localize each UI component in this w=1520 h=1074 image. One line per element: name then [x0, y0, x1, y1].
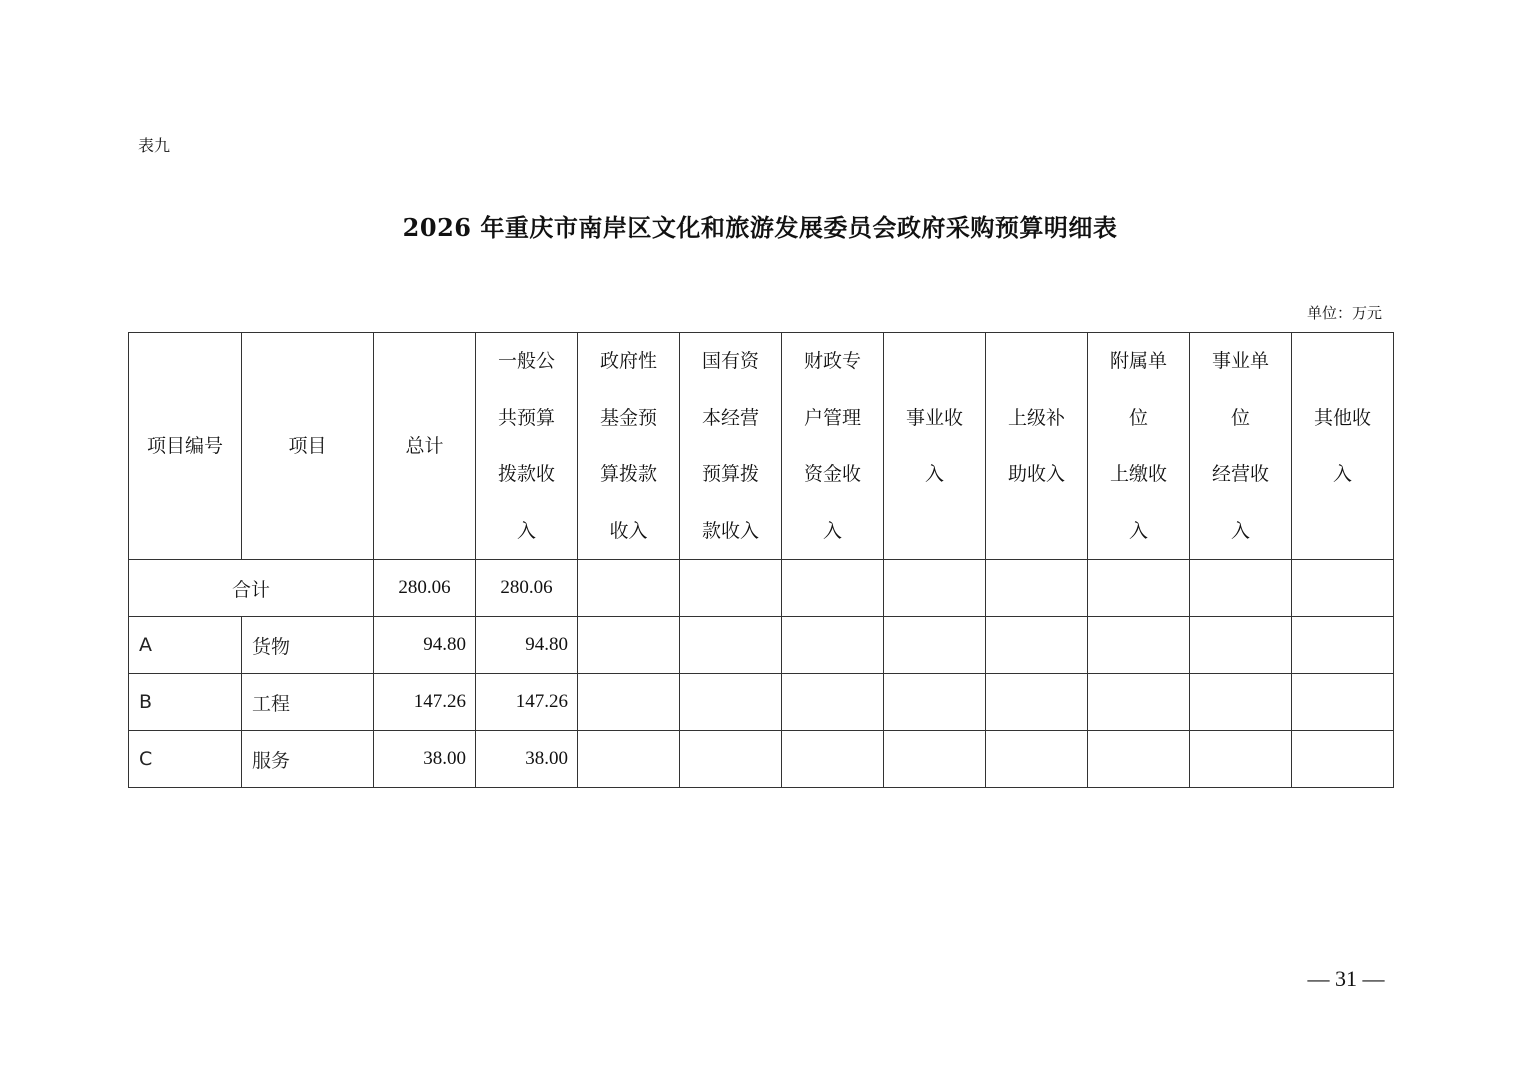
empty-cell — [1088, 731, 1190, 788]
header-item: 项目 — [242, 333, 374, 560]
empty-cell — [1088, 560, 1190, 617]
header-state-capital: 国有资 本经营 预算拨 款收入 — [680, 333, 782, 560]
empty-cell — [578, 731, 680, 788]
empty-cell — [986, 674, 1088, 731]
summary-total: 280.06 — [374, 560, 476, 617]
empty-cell — [578, 617, 680, 674]
empty-cell — [782, 617, 884, 674]
header-affiliated-unit: 附属单 位 上缴收 入 — [1088, 333, 1190, 560]
row-item: 工程 — [242, 674, 374, 731]
summary-label: 合计 — [129, 560, 374, 617]
empty-cell — [782, 731, 884, 788]
header-business-income: 事业收 入 — [884, 333, 986, 560]
empty-cell — [680, 560, 782, 617]
empty-cell — [1088, 617, 1190, 674]
empty-cell — [1190, 617, 1292, 674]
empty-cell — [680, 731, 782, 788]
empty-cell — [1190, 560, 1292, 617]
row-total: 94.80 — [374, 617, 476, 674]
header-fiscal-special-account: 财政专 户管理 资金收 入 — [782, 333, 884, 560]
header-government-fund: 政府性 基金预 算拨款 收入 — [578, 333, 680, 560]
empty-cell — [884, 617, 986, 674]
table-row — [129, 674, 1394, 731]
table-row — [129, 731, 1394, 788]
summary-general-public: 280.06 — [476, 560, 578, 617]
row-general-public: 94.80 — [476, 617, 578, 674]
empty-cell — [578, 674, 680, 731]
empty-cell — [1190, 674, 1292, 731]
empty-cell — [884, 731, 986, 788]
header-general-public-budget: 一般公 共预算 拨款收 入 — [476, 333, 578, 560]
row-general-public: 38.00 — [476, 731, 578, 788]
unit-label: 单位：万元 — [1306, 304, 1382, 322]
row-total: 147.26 — [374, 674, 476, 731]
empty-cell — [782, 560, 884, 617]
row-code: A — [129, 617, 242, 674]
row-code: B — [129, 674, 242, 731]
empty-cell — [1292, 731, 1394, 788]
empty-cell — [578, 560, 680, 617]
procurement-budget-table — [128, 332, 1394, 788]
summary-row — [129, 560, 1394, 617]
empty-cell — [1190, 731, 1292, 788]
empty-cell — [986, 617, 1088, 674]
page-title: 2026 年重庆市南岸区文化和旅游发展委员会政府采购预算明细表 — [402, 213, 1118, 242]
empty-cell — [986, 560, 1088, 617]
row-item: 服务 — [242, 731, 374, 788]
empty-cell — [1088, 674, 1190, 731]
empty-cell — [1292, 674, 1394, 731]
empty-cell — [782, 674, 884, 731]
header-row — [129, 333, 1394, 560]
empty-cell — [1292, 560, 1394, 617]
row-total: 38.00 — [374, 731, 476, 788]
table-row — [129, 617, 1394, 674]
empty-cell — [884, 560, 986, 617]
empty-cell — [1292, 617, 1394, 674]
page-number: — 31 — — [1307, 966, 1385, 991]
header-other-income: 其他收 入 — [1292, 333, 1394, 560]
header-operating-income: 事业单 位 经营收 入 — [1190, 333, 1292, 560]
header-total: 总计 — [374, 333, 476, 560]
table-label: 表九 — [138, 136, 171, 155]
row-general-public: 147.26 — [476, 674, 578, 731]
empty-cell — [680, 674, 782, 731]
row-item: 货物 — [242, 617, 374, 674]
empty-cell — [680, 617, 782, 674]
empty-cell — [884, 674, 986, 731]
header-code: 项目编号 — [129, 333, 242, 560]
empty-cell — [986, 731, 1088, 788]
row-code: C — [129, 731, 242, 788]
header-superior-subsidy: 上级补 助收入 — [986, 333, 1088, 560]
